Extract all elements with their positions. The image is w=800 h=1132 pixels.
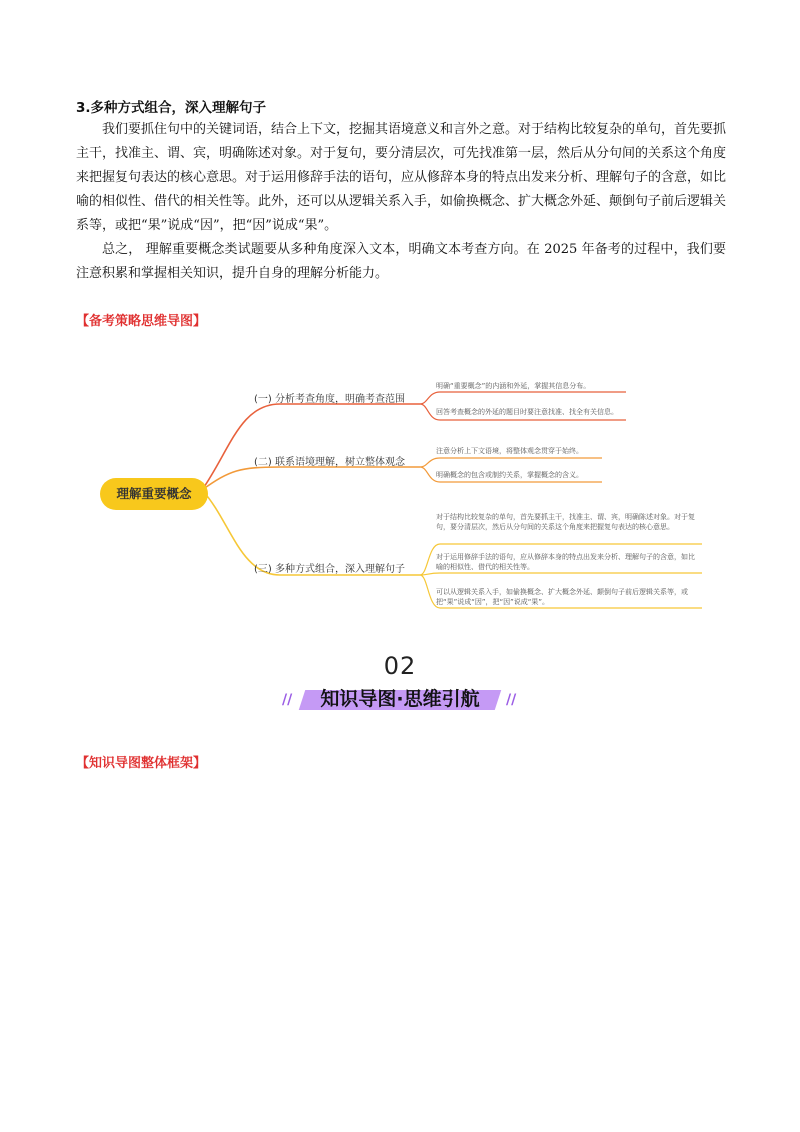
- mindmap-leaf: 明确概念的包含或制约关系，掌握概念的含义。: [436, 471, 583, 479]
- connector-leaf: [420, 392, 626, 404]
- strategy-heading: 【备考策略思维导图】: [76, 314, 207, 329]
- mindmap-leaf: 明确“重要概念”的内涵和外延，掌握其信息分布。: [436, 382, 591, 390]
- slash-decoration: //: [282, 692, 293, 708]
- paragraph: 总之， 理解重要概念类试题要从多种角度深入文本，明确文本考查方向。在 2025 年备考的过程中，我们要注意积累和掌握相关知识，提升自身的理解分析能力。: [76, 242, 726, 281]
- connector-branch-1: [202, 404, 420, 490]
- mindmap-branch-3: (三) 多种方式组合，深入理解句子: [254, 564, 405, 575]
- connector-leaf: [420, 458, 602, 467]
- mindmap-leaf: 回答考查概念的外延的题目时要注意找准、找全有关信息。: [436, 408, 618, 416]
- section-heading: 3.多种方式组合，深入理解句子: [76, 100, 267, 116]
- mindmap-leaf: 注意分析上下文语境，将整体观念贯穿于始终。: [436, 447, 583, 455]
- slash-decoration: //: [506, 692, 517, 708]
- mindmap-leaf: 对于运用修辞手法的语句，应从修辞本身的特点出发来分析、理解句子的含意，如比喻的相似性、借代的相关性等。: [436, 553, 695, 571]
- connector-leaf: [420, 573, 702, 575]
- mindmap-branch-1: (一) 分析考查角度，明确考查范围: [254, 394, 405, 405]
- mindmap-branch-2: (二) 联系语境理解，树立整体观念: [254, 457, 405, 468]
- framework-heading: 【知识导图整体框架】: [76, 756, 207, 771]
- connector-branch-2: [202, 467, 420, 490]
- mindmap-leaf: 可以从逻辑关系入手，如偷换概念、扩大概念外延、颠倒句子前后逻辑关系等，或把“果”说成“因”，把“因”说成“果”。: [436, 588, 688, 606]
- paragraph: 我们要抓住句中的关键词语，结合上下文，挖掘其语境意义和言外之意。对于结构比较复杂的单句，首先要抓主干，找准主、谓、宾，明确陈述对象。对于复句，要分清层次，可先找准第一层，然后从分句间的关系这个角度来把握复句表达的核心意思。对于运用修辞手法的语句，应从修辞本身的特点出发来分析、理解句子的含意，如比喻的相似性、借代的相关性等。此外，还可以从逻辑关系入手，如偷换概念、扩大概念外延、颠倒句子前后逻辑关系等，或把“果”说成“因”，把“因”说成“果”。: [76, 122, 727, 233]
- mindmap-leaf: 对于结构比较复杂的单句，首先要抓主干，找准主、谓、宾，明确陈述对象。对于复句，要分清层次，然后从分句间的关系这个角度来把握复句表达的核心意思。: [436, 513, 695, 531]
- mindmap-root: 理解重要概念: [100, 478, 208, 510]
- banner-title: 知识导图·思维引航: [320, 688, 480, 710]
- section-banner: [294, 684, 506, 710]
- section-number: 02: [383, 652, 417, 680]
